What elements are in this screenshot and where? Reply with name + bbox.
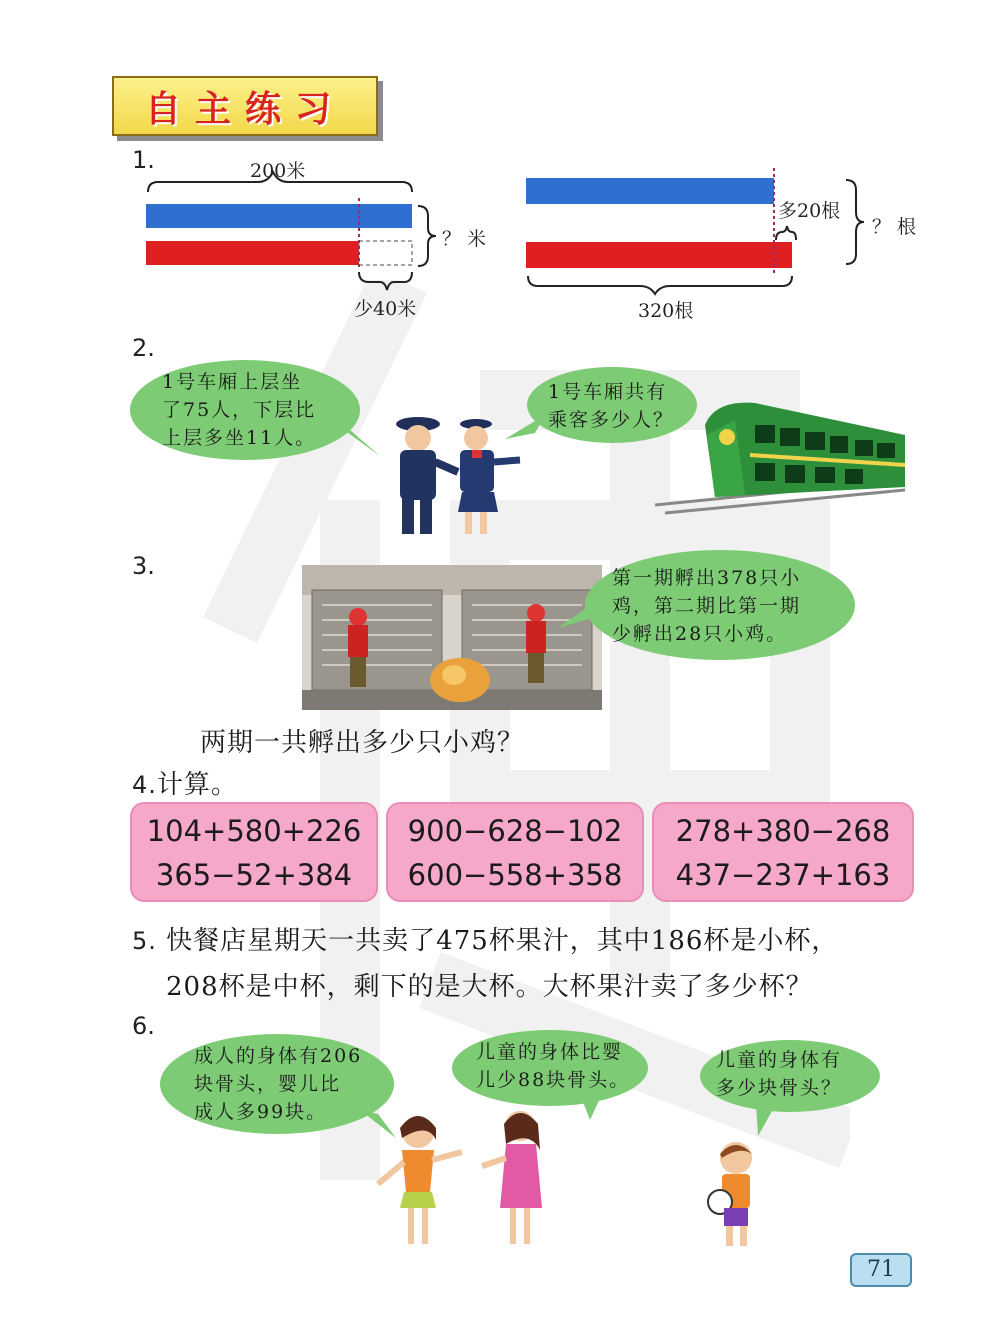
q1-right-diagram — [510, 160, 930, 320]
q4-heading — [132, 764, 238, 801]
calc-expression: 600−558+358 — [407, 858, 623, 892]
q2-bubble-left-text: 1号车厢上层坐 了75人，下层比 上层多坐11人。 — [162, 371, 317, 449]
q5-line1: 5. 快餐店星期天一共卖了475杯果汁，其中186杯是小杯， — [132, 926, 839, 956]
bubble-tail — [580, 1094, 610, 1124]
section-banner — [112, 76, 378, 136]
girls-illustration — [370, 1110, 570, 1260]
boy-illustration — [700, 1140, 770, 1252]
calc-expression: 278+380−268 — [675, 814, 891, 848]
blue-bar — [146, 204, 412, 228]
train-illustration — [655, 395, 905, 520]
q1-right-diff-label: 多20根 — [778, 200, 841, 222]
calc-expression: 365−52+384 — [155, 858, 353, 892]
q5-number: 5. — [132, 927, 157, 955]
calc-group-3 — [652, 802, 914, 902]
q3-question: 两期一共孵出多少只小鸡？ — [200, 728, 525, 758]
red-bar — [146, 241, 359, 265]
calc-expression: 900−628−102 — [407, 814, 623, 848]
q1-right-right-label: ？ 根 — [872, 216, 917, 238]
q6-number: 6. — [132, 1012, 155, 1040]
q3-bubble-text: 第一期孵出378只小 鸡，第二期比第一期 少孵出28只小鸡。 — [612, 567, 802, 645]
blue-bar — [526, 178, 774, 204]
calc-group-2 — [386, 802, 644, 902]
bubble-tail — [558, 600, 598, 630]
q5-line2: 208杯是中杯，剩下的是大杯。大杯果汁卖了多少杯？ — [166, 972, 813, 1002]
q1-number: 1. — [132, 146, 155, 174]
page-number: 71 — [850, 1253, 912, 1287]
q1-left-top-label: 200米 — [250, 160, 306, 182]
q6-bubble3-text: 儿童的身体有 多少块骨头？ — [716, 1049, 843, 1099]
q1-left-right-label: ？ 米 — [442, 228, 487, 250]
calc-expression: 437−237+163 — [675, 858, 891, 892]
q1-left-bottom-label: 少40米 — [354, 298, 417, 320]
q2-bubble-right-text: 1号车厢共有 乘客多少人？ — [548, 381, 675, 431]
section-title: 自主练习 — [144, 88, 345, 130]
hatchery-photo — [302, 565, 602, 710]
q4-title: 计算。 — [156, 770, 238, 800]
q2-number: 2. — [132, 334, 155, 362]
calc-group-1 — [130, 802, 378, 902]
conductors-illustration — [380, 400, 530, 540]
q1-right-bottom-label: 320根 — [638, 300, 694, 322]
q4-number: 4. — [132, 771, 157, 799]
bubble-tail — [752, 1104, 782, 1140]
bubble-tail — [330, 420, 380, 460]
q6-bubble1-text: 成人的身体有206 块骨头，婴儿比 成人多99块。 — [194, 1045, 363, 1123]
red-bar — [526, 242, 792, 268]
q3-number: 3. — [132, 552, 155, 580]
calc-expression: 104+580+226 — [146, 814, 362, 848]
q6-bubble2-text: 儿童的身体比婴 儿少88块骨头。 — [476, 1041, 631, 1091]
